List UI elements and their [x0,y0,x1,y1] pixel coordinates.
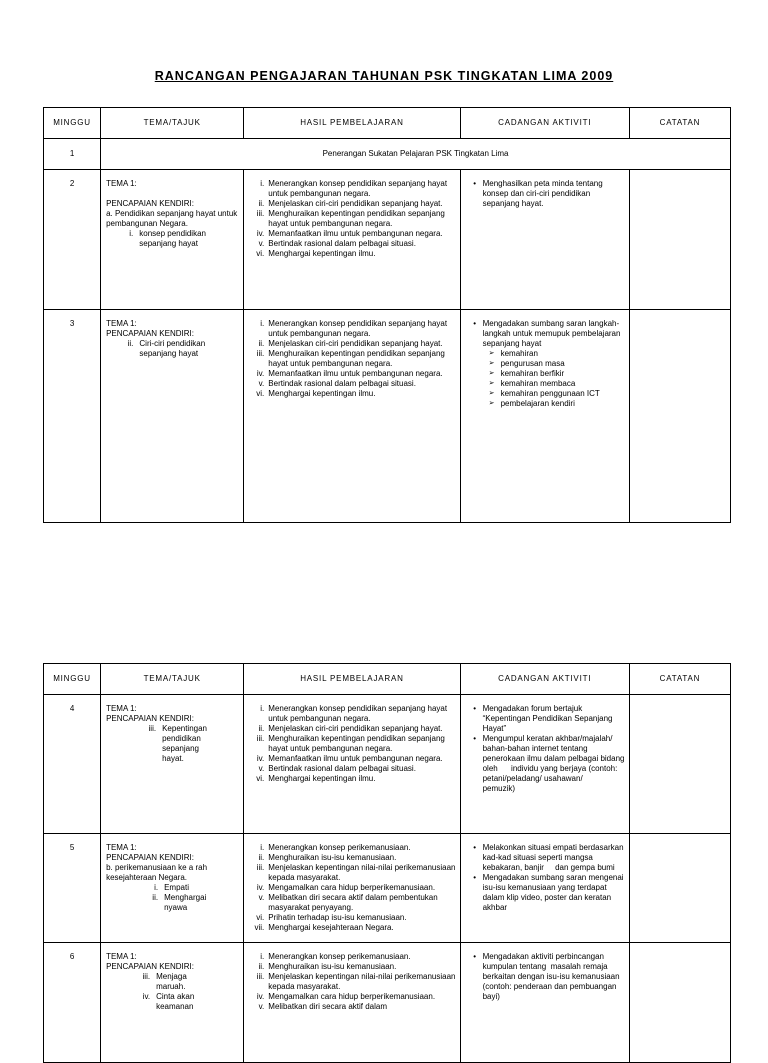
pencapaian-label: PENCAPAIAN KENDIRI: [106,714,194,723]
header-hasil: HASIL PEMBELAJARAN [244,664,460,695]
subtopic-item: ii. Menghargai nyawa [152,893,207,912]
plan-table-1 [43,107,731,523]
list-item: iii. Menjelaskan kepentingan nilai-nilai perikemanusiaan kepada masyarakat. [256,972,456,991]
list-item: vi. Menghargai kepentingan ilmu. [256,774,376,783]
list-item: v. Bertindak rasional dalam pelbagai situasi. [258,764,416,773]
list-item: ➢ kemahiran membaca [488,379,576,388]
list-item: • Mengadakan forum bertajuk “Kepentingan Pendidikan Sepanjang Hayat” [467,704,625,734]
arrow-list [467,349,625,409]
list-item: iii. Menghuraikan kepentingan pendidikan sepanjang hayat untuk pembangunan negara. [256,209,445,228]
hasil-cell [244,943,460,1063]
list-item: • Melakonkan situasi empati berdasarkan kad-kad situasi seperti mangsa kebakaran, banjir dan gempa bumi [467,843,625,873]
outcome-list [246,319,455,399]
arrow-bullet-icon: ➢ [488,370,495,377]
subtopic-item: iv. Cinta akan keamanan [142,992,195,1011]
subtopic-text: a. Pendidikan sepanjang hayat untuk pembangunan Negara. [106,209,238,228]
list-item: ii. Menjelaskan ciri-ciri pendidikan sepanjang hayat. [258,724,443,733]
catatan-cell [629,695,730,834]
list-item: iv. Memanfaatkan ilmu untuk pembangunan negara. [256,754,443,763]
list-item: v. Bertindak rasional dalam pelbagai situasi. [258,379,416,388]
bullet-icon: • [473,843,476,852]
header-minggu: MINGGU [44,664,101,695]
list-item: ➢ pengurusan masa [488,359,565,368]
row-description: Penerangan Sukatan Pelajaran PSK Tingkatan Lima [101,139,731,170]
list-item: iii. Menghuraikan kepentingan pendidikan sepanjang hayat untuk pembangunan negara. [256,734,445,753]
list-item: • Mengadakan sumbang saran langkah-langkah untuk memupuk pembelajaran sepanjang hayat [467,319,625,349]
pencapaian-label: PENCAPAIAN KENDIRI: [106,199,194,208]
pencapaian-label: PENCAPAIAN KENDIRI: [106,853,194,862]
list-item: • Mengadakan sumbang saran mengenai isu-isu kemanusiaan yang terdapat dalam klip video, poster dan keratan akhbar [467,873,625,913]
header-tema: TEMA/TAJUK [101,108,244,139]
hasil-cell [244,310,460,523]
week-number: 6 [44,943,101,1063]
list-item: i. Menerangkan konsep perikemanusiaan. [260,952,411,961]
list-item: iv. Mengamalkan cara hidup berperikemanusiaan. [256,883,436,892]
arrow-bullet-icon: ➢ [488,350,495,357]
week-number: 2 [44,170,101,310]
bullet-icon: • [473,734,476,743]
subtopic-item: iii. Kepentingan pendidikan sepanjang hayat. [148,724,208,763]
list-item: ii. Menghuraikan isu-isu kemanusiaan. [258,962,397,971]
outcome-list [246,179,455,259]
activity-list [467,179,625,209]
list-item: vi. Prihatin terhadap isu-isu kemanusiaan. [256,913,407,922]
aktiviti-cell [460,695,629,834]
list-item: iii. Menghuraikan kepentingan pendidikan sepanjang hayat untuk pembangunan negara. [256,349,445,368]
week-number: 4 [44,695,101,834]
list-item: i. Menerangkan konsep perikemanusiaan. [260,843,411,852]
tema-label: TEMA 1: [106,179,137,188]
list-item: v. Melibatkan diri secara aktif dalam pembentukan masyarakat penyayang. [258,893,438,912]
tema-label: TEMA 1: [106,319,137,328]
table-row [44,139,731,170]
arrow-bullet-icon: ➢ [488,400,495,407]
bullet-icon: • [473,873,476,882]
list-item: vi. Menghargai kepentingan ilmu. [256,249,376,258]
tema-cell [101,170,244,310]
header-catatan: CATATAN [629,108,730,139]
pencapaian-label: PENCAPAIAN KENDIRI: [106,329,194,338]
header-row [44,664,731,695]
arrow-bullet-icon: ➢ [488,360,495,367]
bullet-icon: • [473,704,476,713]
tema-label: TEMA 1: [106,843,137,852]
activity-list [467,704,625,794]
tema-cell [101,310,244,523]
list-item: ➢ pembelajaran kendiri [488,399,575,408]
list-item: • Mengadakan aktiviti perbincangan kumpulan tentang masalah remaja berkaitan dengan isu-isu kemanusiaan (contoh: penderaan dan pembuangan bayi) [467,952,625,1002]
activity-list [467,843,625,913]
list-item: iv. Mengamalkan cara hidup berperikemanusiaan. [256,992,436,1001]
header-catatan: CATATAN [629,664,730,695]
header-minggu: MINGGU [44,108,101,139]
catatan-cell [629,310,730,523]
catatan-cell [629,834,730,943]
week-number: 5 [44,834,101,943]
tema-cell [101,695,244,834]
activity-list [467,319,625,349]
arrow-bullet-icon: ➢ [488,380,495,387]
catatan-cell [629,170,730,310]
week-number: 3 [44,310,101,523]
arrow-bullet-icon: ➢ [488,390,495,397]
subtopic-item: ii. Ciri-ciri pendidikan sepanjang hayat [127,339,206,358]
list-item: ➢ kemahiran penggunaan ICT [488,389,600,398]
bullet-icon: • [473,952,476,961]
list-item: iv. Memanfaatkan ilmu untuk pembangunan negara. [256,369,443,378]
list-item: i. Menerangkan konsep pendidikan sepanjang hayat untuk pembangunan negara. [260,179,448,198]
table-row [44,170,731,310]
header-aktiviti: CADANGAN AKTIVITI [460,664,629,695]
tema-cell [101,943,244,1063]
aktiviti-cell [460,834,629,943]
header-aktiviti: CADANGAN AKTIVITI [460,108,629,139]
table-row [44,943,731,1063]
header-tema: TEMA/TAJUK [101,664,244,695]
bullet-icon: • [473,179,476,188]
subtopic-item: i. konsep pendidikan sepanjang hayat [129,229,206,248]
list-item: • Menghasilkan peta minda tentang konsep dan ciri-ciri pendidikan sepanjang hayat. [467,179,625,209]
list-item: iii. Menjelaskan kepentingan nilai-nilai perikemanusiaan kepada masyarakat. [256,863,456,882]
header-row [44,108,731,139]
list-item: • Mengumpul keratan akhbar/majalah/ bahan-bahan internet tentang penerokaan ilmu dalam pelbagai bidang oleh individu yang berjaya (contoh: petani/peladang/ usahawan/ pemuzik) [467,734,625,794]
outcome-list [246,952,455,1012]
table-row [44,310,731,523]
document-title: RANCANGAN PENGAJARAN TAHUNAN PSK TINGKATAN LIMA 2009 [154,69,614,83]
activity-list [467,952,625,1002]
aktiviti-cell [460,943,629,1063]
bullet-icon: • [473,319,476,328]
subtopic-item: iii. Menjaga maruah. [142,972,187,991]
list-item: v. Bertindak rasional dalam pelbagai situasi. [258,239,416,248]
table-row [44,695,731,834]
list-item: ➢ kemahiran berfikir [488,369,565,378]
outcome-list [246,843,455,933]
header-hasil: HASIL PEMBELAJARAN [244,108,460,139]
list-item: vii. Menghargai kesejahteraan Negara. [254,923,394,932]
subtopic-text: b. perikemanusiaan ke a rah kesejahteraan Negara. [106,863,208,882]
plan-table-2 [43,663,731,1063]
hasil-cell [244,834,460,943]
list-item: i. Menerangkan konsep pendidikan sepanjang hayat untuk pembangunan negara. [260,319,448,338]
subtopic-item: i. Empati [154,883,189,892]
list-item: ii. Menghuraikan isu-isu kemanusiaan. [258,853,397,862]
catatan-cell [629,943,730,1063]
list-item: i. Menerangkan konsep pendidikan sepanjang hayat untuk pembangunan negara. [260,704,448,723]
outcome-list [246,704,455,784]
week-number: 1 [44,139,101,170]
tema-label: TEMA 1: [106,952,137,961]
list-item: ii. Menjelaskan ciri-ciri pendidikan sepanjang hayat. [258,339,443,348]
list-item: vi. Menghargai kepentingan ilmu. [256,389,376,398]
aktiviti-cell [460,170,629,310]
pencapaian-label: PENCAPAIAN KENDIRI: [106,962,194,971]
tema-cell [101,834,244,943]
hasil-cell [244,695,460,834]
list-item: ➢ kemahiran [488,349,538,358]
tema-label: TEMA 1: [106,704,137,713]
list-item: ii. Menjelaskan ciri-ciri pendidikan sepanjang hayat. [258,199,443,208]
table-row [44,834,731,943]
hasil-cell [244,170,460,310]
aktiviti-cell [460,310,629,523]
list-item: iv. Memanfaatkan ilmu untuk pembangunan negara. [256,229,443,238]
list-item: v. Melibatkan diri secara aktif dalam [258,1002,387,1011]
